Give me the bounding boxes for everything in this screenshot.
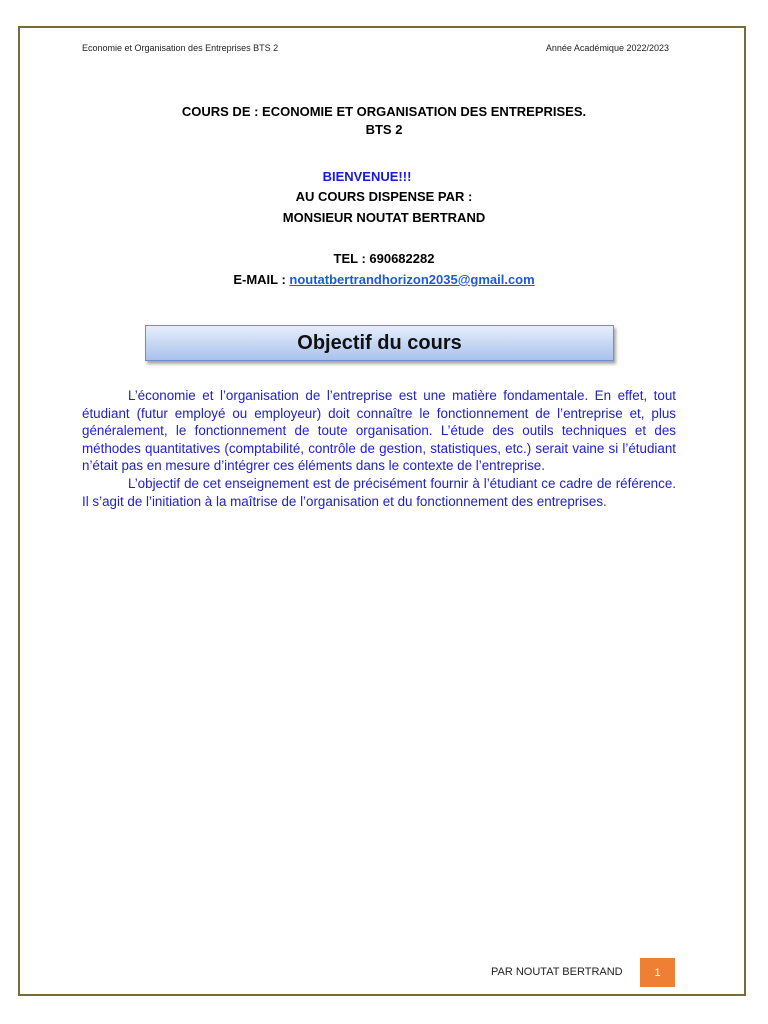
header-left: Economie et Organisation des Entreprises BTS 2	[82, 43, 279, 53]
section-title: Objectif du cours	[297, 331, 462, 354]
paragraph-1: L’économie et l’organisation de l’entreprise est une matière fondamentale. En effet, tout étudiant (futur employé ou employeur) doit connaître le fonctionnement de l’entreprise et, plus généralement, le fonctionnement de toute organisation. L’étude des outils techniques et des méthodes quantitatives (comptabilité, contrôle de gestion, statistiques, etc.) serait vaine si l’étudiant n’était pas en mesure d’intégrer ces éléments dans le contexte de l’entreprise.	[82, 388, 676, 474]
teacher-name: MONSIEUR NOUTAT BERTRAND	[282, 210, 486, 225]
welcome-heading: BIENVENUE!!!	[322, 169, 412, 184]
phone-number: TEL : 690682282	[333, 251, 435, 266]
course-level: BTS 2	[365, 122, 403, 137]
course-objective-text	[82, 387, 676, 510]
email-line	[0, 272, 768, 287]
course-title: COURS DE : ECONOMIE ET ORGANISATION DES ENTREPRISES.	[181, 104, 587, 119]
section-title-box	[145, 325, 614, 361]
header-right: Année Académique 2022/2023	[545, 43, 669, 53]
footer-author: PAR NOUTAT BERTRAND	[491, 966, 623, 978]
page-number-badge: 1	[640, 958, 675, 987]
taught-by-line: AU COURS DISPENSE PAR :	[295, 189, 473, 204]
email-label: E-MAIL :	[233, 272, 290, 287]
email-link[interactable]: noutatbertrandhorizon2035@gmail.com	[289, 272, 535, 287]
paragraph-2: L’objectif de cet enseignement est de précisément fournir à l’étudiant ce cadre de référence. Il s’agit de l’initiation à la maîtrise de l’organisation et du fonctionnement des entreprises.	[82, 475, 676, 509]
